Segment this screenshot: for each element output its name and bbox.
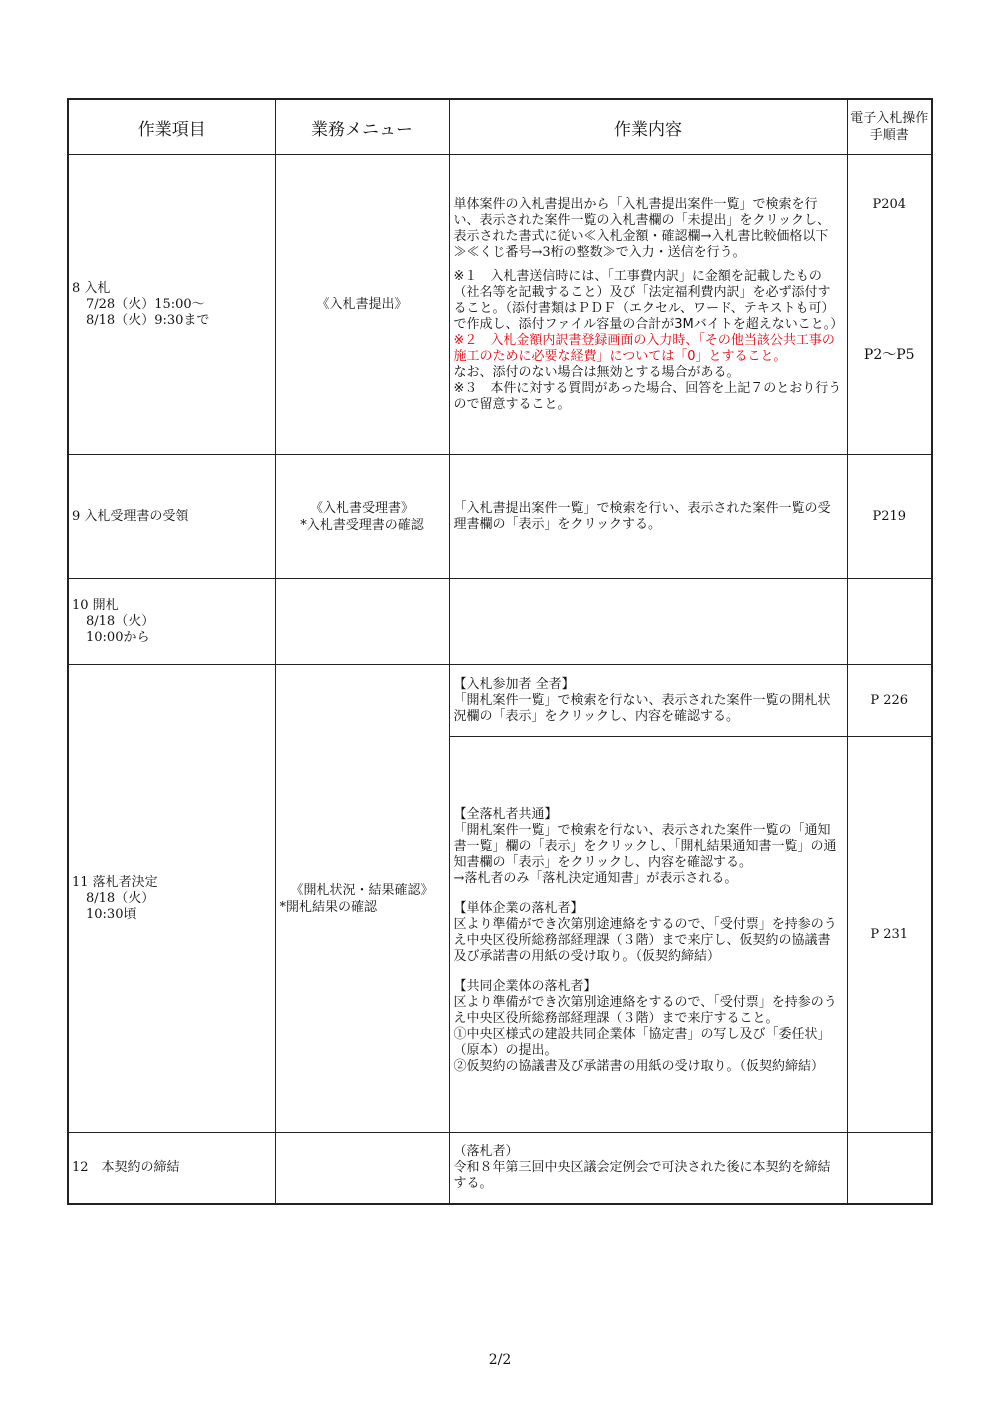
row10-content [449,579,847,665]
row8-item-date1: 7/28（火）15:00～ [86,296,205,312]
row8-item-title: 8 入札 [72,280,111,296]
row8-note1: ※１ 入札書送信時には、「工事費内訳」に金額を記載したもの（社名等を記載すること）及び「法定福利費内訳」を必ず添付すること。（添付書類はＰＤＦ（エクセル、ワード、テキストも可）で作成し、添付ファイル容量の合計が3Mバイトを超えないこと。） [453,268,844,332]
row12-content-line2: 令和８年第三回中央区議会定例会で可決された後に本契約を締結する。 [453,1159,831,1191]
header-manual: 電子入札操作手順書 [847,99,932,155]
row9-content: 「入札書提出案件一覧」で検索を行い、表示された案件一覧の受理書欄の「表示」をクリックする。 [449,455,847,579]
row10-item [68,579,275,665]
row11-sub2-body3c: ②仮契約の協議書及び承諾書の用紙の受け取り。（仮契約締結） [453,1058,825,1074]
row10-menu [275,579,449,665]
header-content: 作業内容 [449,99,847,155]
row11-sub2-body2: 区より準備ができ次第別途連絡をするので、「受付票」を持参のうえ中央区役所総務部経理課（３階）まで来庁し、仮契約の協議書及び承諾書の用紙の受け取り。（仮契約締結） [453,916,837,964]
row9-item: 9 入札受理書の受領 [68,455,275,579]
row12-item: 12 本契約の締結 [68,1133,275,1204]
row10-item-title: 10 開札 [72,597,119,613]
row11-sub2-body1b: →落札者のみ「落札決定通知書」が表示される。 [453,870,738,886]
row11-sub1-head: 【入札参加者 全者】 [453,676,575,692]
row10-item-time: 10:00から [86,629,150,645]
row12-content-line1: （落札者） [453,1143,519,1159]
row12-page [847,1133,932,1204]
table-row-12 [68,1133,932,1204]
row11-sub2-body3: 区より準備ができ次第別途連絡をするので、「受付票」を持参のうえ中央区役所総務部経理課（３階）まで来庁すること。 [453,994,837,1026]
procedure-table [67,98,933,1205]
page-number: 2/2 [488,1352,512,1368]
row11-sub2-content [449,737,847,1133]
row11-item [68,665,275,1133]
row8-page-b: P2～P5 [863,347,915,363]
row9-menu-line1: 《入札書受理書》 [309,500,414,516]
row11-sub2-head2: 【単体企業の落札者】 [453,900,584,916]
row8-note3: なお、添付のない場合は無効とする場合がある。 [453,364,740,380]
row8-note2: ※２ 入札金額内訳書登録画面の入力時、「その他当該公共工事の施工のために必要な経費」については「0」とすること。 [453,332,835,364]
row8-content [449,155,847,455]
row9-menu-line2: *入札書受理書の確認 [300,517,424,533]
row11-menu [275,665,449,1133]
row9-menu [275,455,449,579]
row8-item [68,155,275,455]
row12-content [449,1133,847,1204]
row11-sub2-body3b: ①中央区様式の建設共同企業体「協定書」の写し及び「委任状」（原本）の提出。 [453,1026,831,1058]
row11-sub1-content [449,665,847,737]
row8-note4: ※３ 本件に対する質問があった場合、回答を上記７のとおり行うので留意すること。 [453,380,842,412]
row8-page-a: P204 [872,197,907,212]
table-row-10 [68,579,932,665]
header-work-item: 作業項目 [68,99,275,155]
header-menu: 業務メニュー [275,99,449,155]
row11-item-time: 10:30頃 [86,906,137,922]
row8-menu: 《入札書提出》 [275,155,449,455]
row10-item-date: 8/18（火） [86,613,155,629]
row8-content-main: 単体案件の入札書提出から「入札書提出案件一覧」で検索を行い、表示された案件一覧の入札書欄の「未提出」をクリックし、表示された書式に従い≪入札金額・確認欄→入札書比較価格以下≫≪くじ番号→3桁の整数≫で入力・送信を行う。 [453,196,830,260]
table-row-9 [68,455,932,579]
row12-menu [275,1133,449,1204]
row11-sub2-page: P 231 [847,737,932,1133]
table-row-11a [68,665,932,737]
table-header-row [68,99,932,155]
row8-item-date2: 8/18（火）9:30まで [86,312,210,328]
table-row-8 [68,155,932,455]
row11-sub2-head1: 【全落札者共通】 [453,806,558,822]
row11-sub2-head3: 【共同企業体の落札者】 [453,978,597,994]
row11-item-date: 8/18（火） [86,890,155,906]
row11-menu-line2: *開札結果の確認 [279,899,378,915]
row11-sub1-body: 「開札案件一覧」で検索を行ない、表示された案件一覧の開札状況欄の「表示」をクリックし、内容を確認する。 [453,692,831,724]
row8-page [847,155,932,455]
row11-sub2-body1: 「開札案件一覧」で検索を行ない、表示された案件一覧の「通知書一覧」欄の「表示」をクリックし、「開札結果通知書一覧」の通知書欄の「表示」をクリックし、内容を確認する。 [453,822,837,870]
row9-page: P219 [847,455,932,579]
row10-page [847,579,932,665]
row11-item-title: 11 落札者決定 [72,874,158,890]
row11-menu-line1: 《開札状況・結果確認》 [290,882,434,898]
row11-sub1-page: P 226 [847,665,932,737]
